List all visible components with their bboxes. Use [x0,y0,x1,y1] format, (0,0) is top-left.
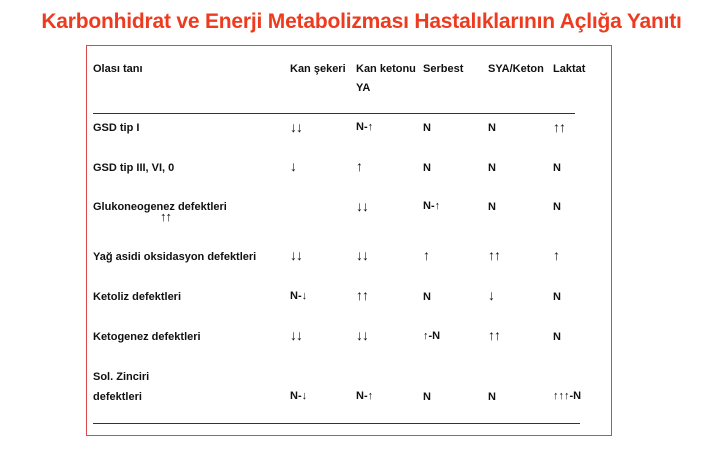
slide-title: Karbonhidrat ve Enerji Metabolizması Hastalıklarının Açlığa Yanıtı [41,10,682,33]
row-sya: N [488,162,496,174]
row-free: ↑ [423,247,429,263]
row-glucose: N-↓ [290,390,308,402]
row-lactate: ↑ [553,247,559,263]
row-diagnosis: GSD tip III, VI, 0 [93,162,175,174]
row-glucose: ↓↓ [290,327,302,343]
row-lactate: N [553,291,561,303]
header-ketone: Kan ketonu [356,63,416,75]
row-free: ↑-N [423,330,441,342]
row-sya: ↑↑ [488,247,500,263]
header-diagnosis: Olası tanı [93,63,143,75]
row-diagnosis-line2: defektleri [93,391,142,403]
row-glucose: ↓↓ [290,119,302,135]
row-glucose: ↓↓ [290,247,302,263]
row-free: N-↑ [423,200,441,212]
row-lactate: ↑↑↑-N [553,390,582,402]
header-ketone-sub: YA [356,82,371,94]
row-diagnosis: Ketogenez defektleri [93,331,201,343]
row-free: N [423,291,431,303]
row-diagnosis: Glukoneogenez defektleri [93,201,227,213]
header-glucose: Kan şekeri [290,63,346,75]
row-lactate: ↑↑ [553,119,565,135]
row-free: N [423,162,431,174]
row-lactate: N [553,162,561,174]
table-frame [86,45,612,436]
row-sya: ↑↑ [488,327,500,343]
row-ketone: ↓↓ [356,247,368,263]
row-ketone: ↑↑ [356,287,368,303]
row-stray-arrows: ↑↑ [160,209,171,224]
row-ketone: ↑ [356,158,362,174]
row-sya: ↓ [488,287,494,303]
row-diagnosis: Yağ asidi oksidasyon defektleri [93,251,257,263]
row-ketone: ↓↓ [356,198,368,214]
row-ketone: N-↑ [356,390,374,402]
row-sya: N [488,201,496,213]
row-diagnosis: GSD tip I [93,122,140,134]
row-ketone: ↓↓ [356,327,368,343]
row-glucose: ↓ [290,158,296,174]
row-diagnosis-line1: Sol. Zinciri [93,371,150,383]
row-lactate: N [553,201,561,213]
header-rule [93,113,575,114]
row-lactate: N [553,331,561,343]
header-sya-ketone: SYA/Keton [488,63,544,75]
row-glucose: N-↓ [290,290,308,302]
footer-rule [93,423,580,424]
row-free: N [423,122,431,134]
row-sya: N [488,391,496,403]
header-lactate: Laktat [553,63,586,75]
row-ketone: N-↑ [356,121,374,133]
header-free: Serbest [423,63,464,75]
row-sya: N [488,122,496,134]
row-diagnosis: Ketoliz defektleri [93,291,182,303]
row-free: N [423,391,431,403]
